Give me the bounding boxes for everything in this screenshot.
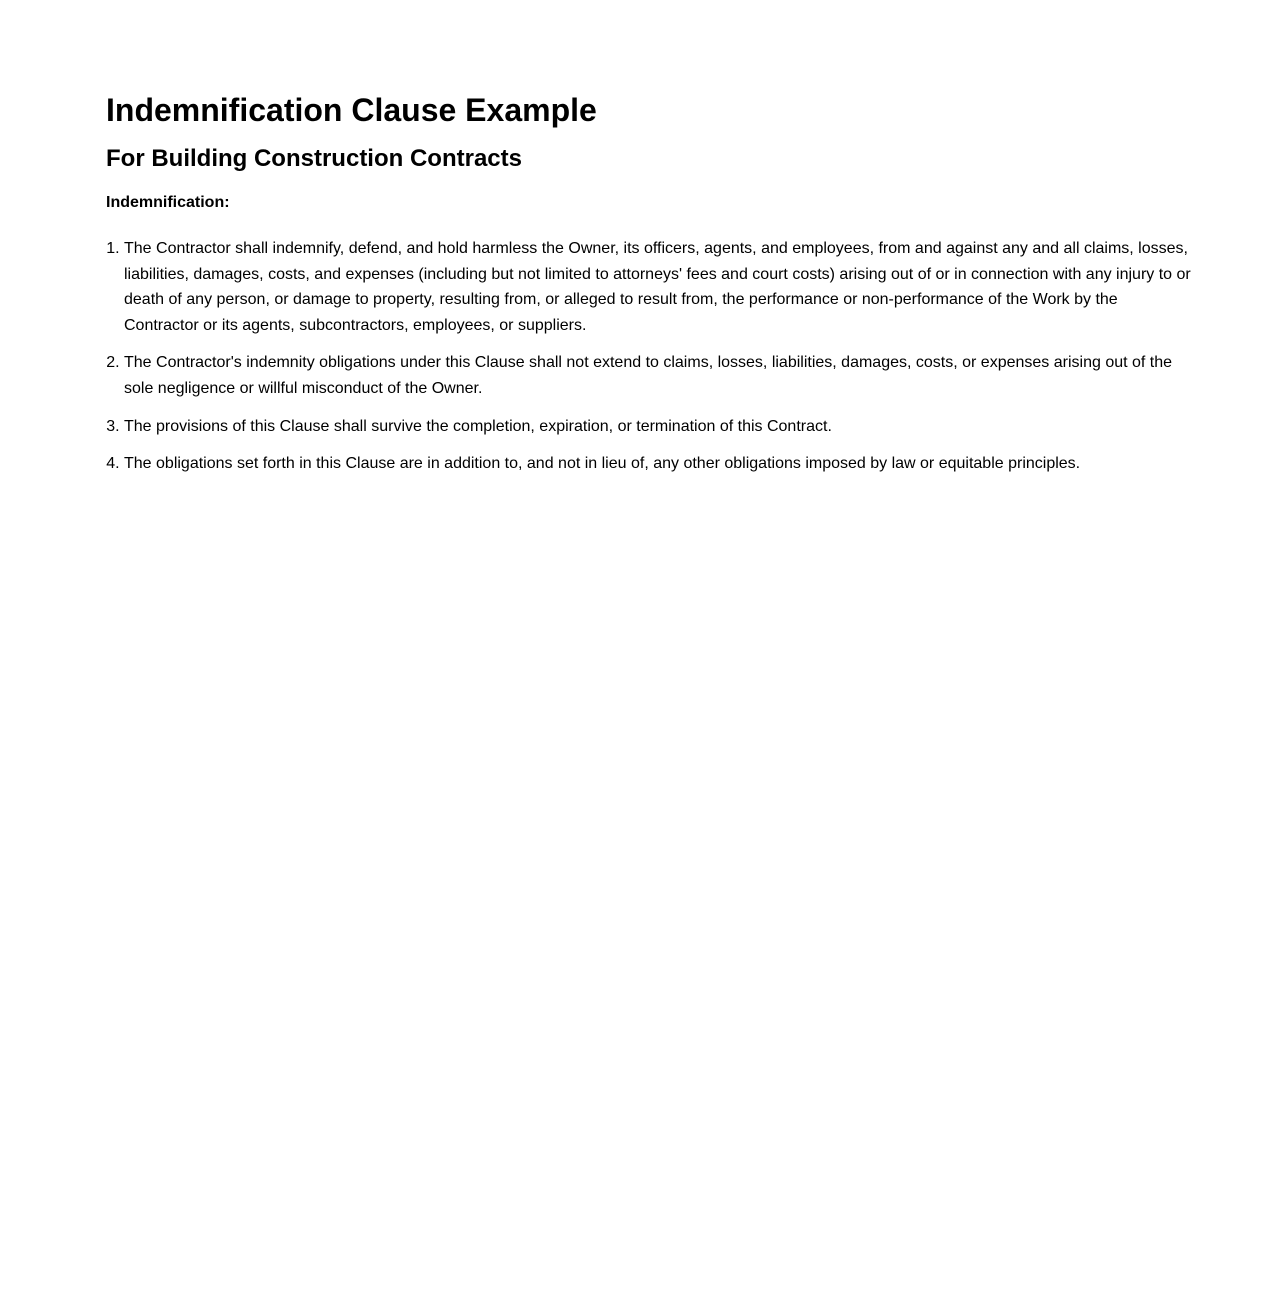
clause-item-3: 3. The provisions of this Clause shall survive the completion, expiration, or termination of this Contract. [124, 414, 1196, 440]
clause-item-1: 1. The Contractor shall indemnify, defend, and hold harmless the Owner, its officers, agents, and employees, from and against any and all claims, losses, liabilities, damages, costs, and expenses (including but not limited to attorneys' fees and court costs) arising out of or in connection with any injury to or death of any person, or damage to property, resulting from, or alleged to result from, the performance or non-performance of the Work by the Contractor or its agents, subcontractors, employees, or suppliers. [124, 236, 1196, 338]
page-title: Indemnification Clause Example [106, 92, 597, 128]
clause-list [106, 236, 1196, 489]
page-subtitle: For Building Construction Contracts [106, 145, 522, 172]
clause-item-4: 4. The obligations set forth in this Clause are in addition to, and not in lieu of, any other obligations imposed by law or equitable principles. [124, 451, 1196, 477]
clause-item-2: 2. The Contractor's indemnity obligations under this Clause shall not extend to claims, losses, liabilities, damages, costs, or expenses arising out of the sole negligence or willful misconduct of the Owner. [124, 350, 1196, 401]
section-label: Indemnification: [106, 194, 230, 211]
